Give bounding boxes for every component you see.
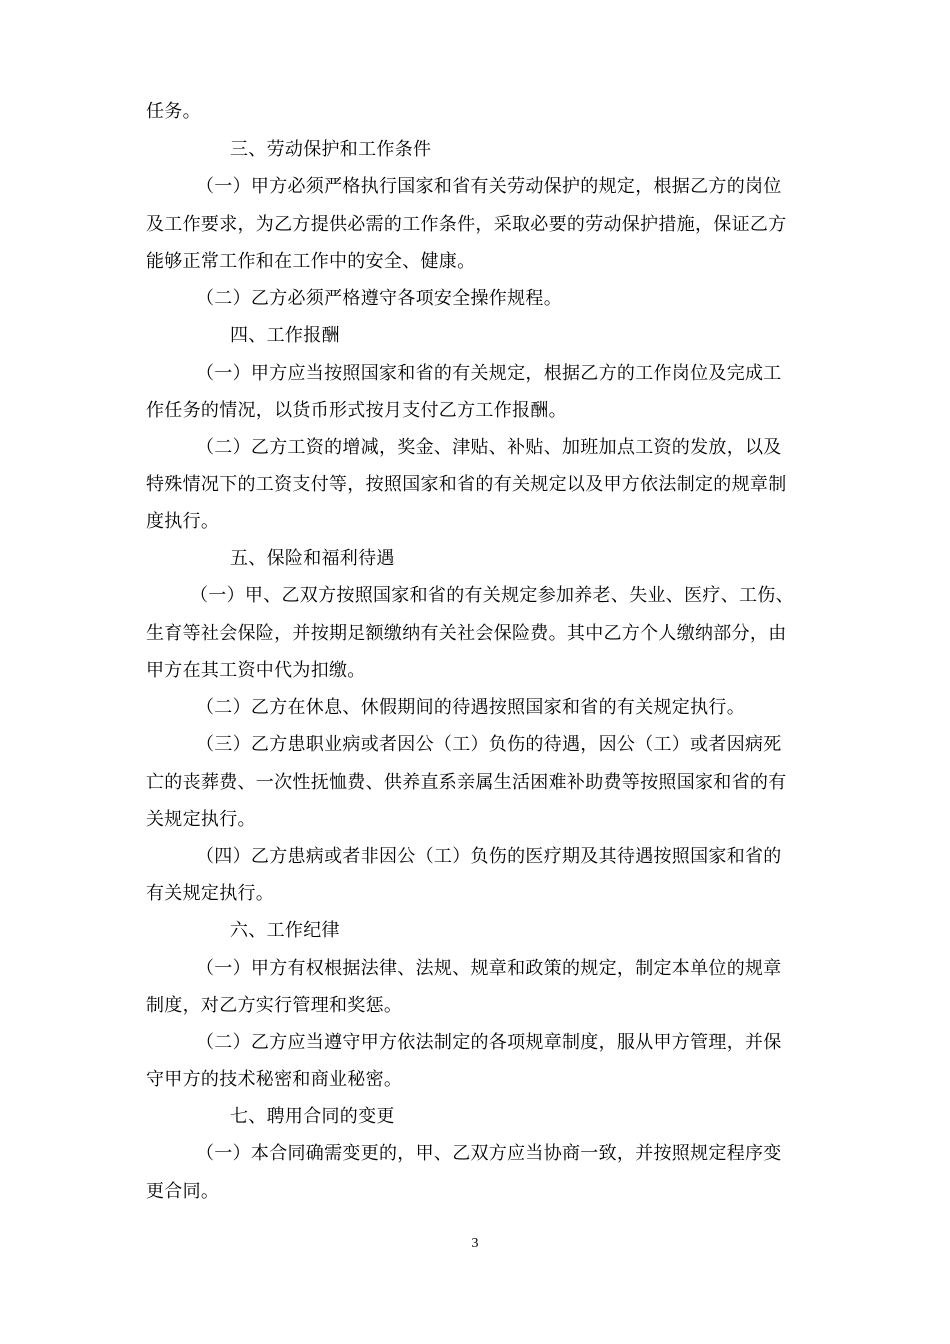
text-line: （四）乙方患病或者非因公（工）负伤的医疗期及其待遇按照国家和省的 (196, 846, 782, 867)
page-number: 3 (471, 1236, 479, 1251)
text-line: 甲方在其工资中代为扣缴。 (146, 660, 366, 681)
text-line: （二）乙方在休息、休假期间的待遇按照国家和省的有关规定执行。 (196, 697, 745, 718)
text-line: （一）甲、乙双方按照国家和省的有关规定参加养老、失业、医疗、工伤、 (190, 585, 794, 606)
section-heading: 六、工作纪律 (230, 920, 340, 941)
text-line: （二）乙方工资的增减，奖金、津贴、补贴、加班加点工资的发放，以及 (196, 437, 782, 458)
text-line: （一）甲方有权根据法律、法规、规章和政策的规定，制定本单位的规章 (196, 958, 782, 979)
section-heading: 七、聘用合同的变更 (230, 1106, 395, 1127)
section-heading: 四、工作报酬 (230, 325, 340, 346)
text-line: （二）乙方必须严格遵守各项安全操作规程。 (196, 288, 562, 309)
text-line: 关规定执行。 (146, 809, 256, 830)
text-line: （一）本合同确需变更的，甲、乙双方应当协商一致，并按照规定程序变 (196, 1143, 782, 1164)
text-line: 制度，对乙方实行管理和奖惩。 (146, 995, 403, 1016)
section-heading: 五、保险和福利待遇 (230, 548, 395, 569)
text-line: 亡的丧葬费、一次性抚恤费、供养直系亲属生活困难补助费等按照国家和省的有 (146, 772, 787, 793)
text-line: 特殊情况下的工资支付等，按照国家和省的有关规定以及甲方依法制定的规章制 (146, 474, 787, 495)
text-line: 有关规定执行。 (146, 883, 275, 904)
text-line: 作任务的情况，以货币形式按月支付乙方工作报酬。 (146, 400, 567, 421)
text-line: （一）甲方必须严格执行国家和省有关劳动保护的规定，根据乙方的岗位 (196, 176, 782, 197)
text-line: （二）乙方应当遵守甲方依法制定的各项规章制度，服从甲方管理，并保 (196, 1032, 782, 1053)
text-line: 守甲方的技术秘密和商业秘密。 (146, 1069, 403, 1090)
text-line: 生育等社会保险，并按期足额缴纳有关社会保险费。其中乙方个人缴纳部分，由 (146, 623, 787, 644)
section-heading: 三、劳动保护和工作条件 (230, 139, 432, 160)
text-line: 更合同。 (146, 1181, 220, 1202)
text-line: 度执行。 (146, 511, 220, 532)
text-line: （一）甲方应当按照国家和省的有关规定，根据乙方的工作岗位及完成工 (196, 363, 782, 384)
text-line: （三）乙方患职业病或者因公（工）负伤的待遇，因公（工）或者因病死 (196, 734, 782, 755)
text-line: 及工作要求，为乙方提供必需的工作条件，采取必要的劳动保护措施，保证乙方 (146, 214, 787, 235)
text-line: 能够正常工作和在工作中的安全、健康。 (146, 251, 476, 272)
text-line: 任务。 (146, 101, 201, 122)
